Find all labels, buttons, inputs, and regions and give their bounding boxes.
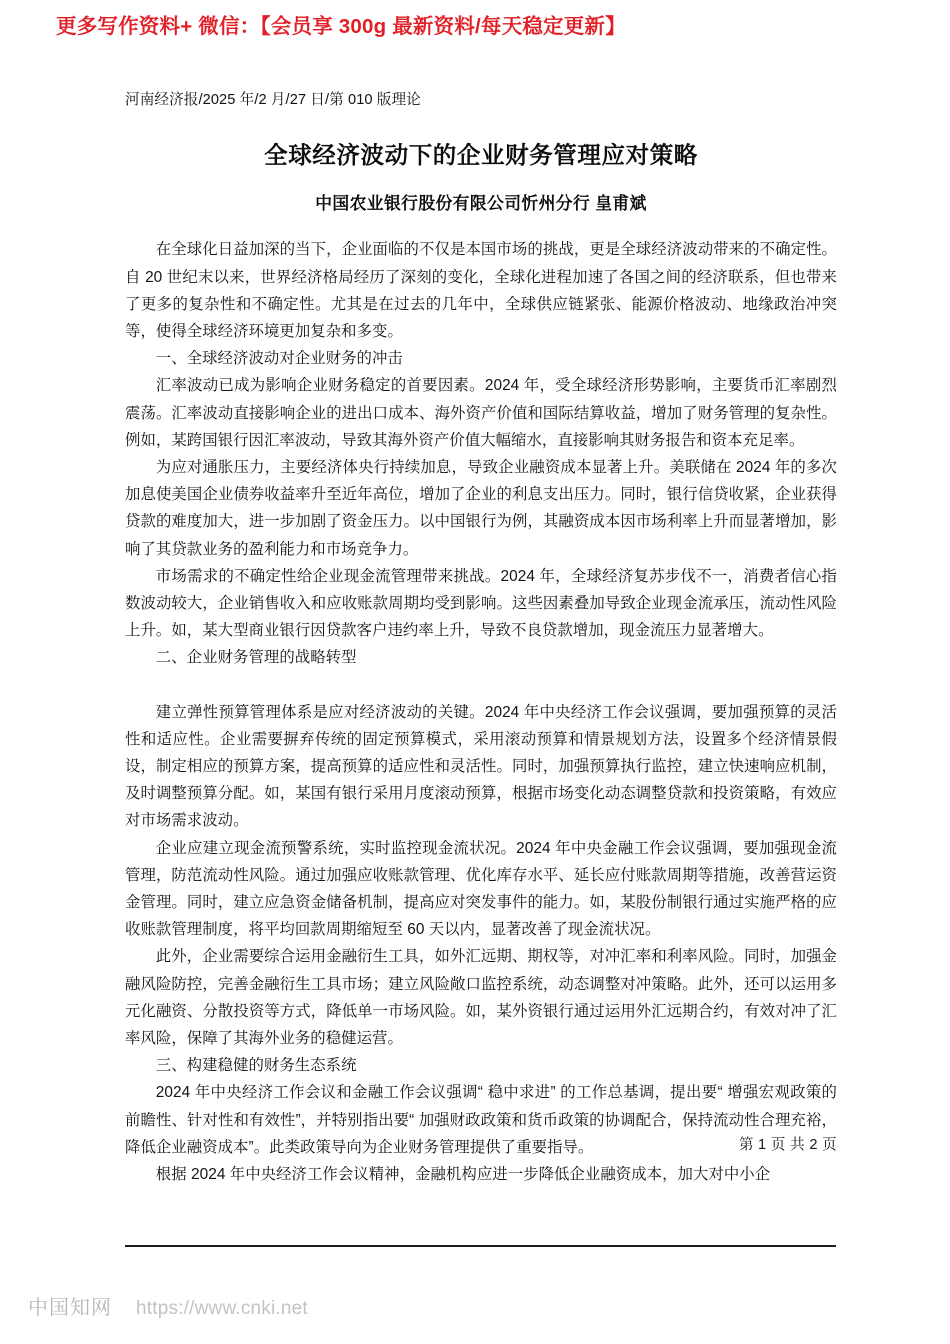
paragraph-p-cashflow-warning: 企业应建立现金流预警系统，实时监控现金流状况。2024 年中央金融工作会议强调，要加强现金流管理，防范流动性风险。通过加强应收账款管理、优化库存水平、延长应付账款周期等措施，改善营运资金管理。同时，建立应急资金储备机制，提高应对突发事件的能力。如，某股份制银行通过实施严格的应收账款管理制度，将平均回款周期缩短至 60 天以内，显著改善了现金流状况。	[125, 839, 837, 939]
document-body	[125, 90, 837, 1188]
page-title: 全球经济波动下的企业财务管理应对策略	[264, 142, 698, 168]
paragraph-p-financing-cost: 根据 2024 年中央经济工作会议精神，金融机构应进一步降低企业融资成本，加大对中小企	[155, 1166, 771, 1184]
paragraph-p-cashflow-challenge: 市场需求的不确定性给企业现金流管理带来挑战。2024 年，全球经济复苏步伐不一，消费者信心指数波动较大，企业销售收入和应收账款周期均受到影响。这些因素叠加导致企业现金流承压，流动性风险上升。如，某大型商业银行因贷款客户违约率上升，导致不良贷款增加，现金流压力显著增大。	[125, 567, 837, 640]
cnki-url-label: https://www.cnki.net	[136, 1298, 308, 1319]
paragraph-heading-1: 一、全球经济波动对企业财务的冲击	[155, 350, 403, 368]
page-number: 第 1 页 共 2 页	[738, 1137, 837, 1153]
paragraph-intro: 在全球化日益加深的当下，企业面临的不仅是本国市场的挑战，更是全球经济波动带来的不确定性。自 20 世纪末以来，世界经济格局经历了深刻的变化，全球化进程加速了各国之间的经济联系，但也带来了更多的复杂性和不确定性。尤其是在过去的几年中，全球供应链紧张、能源价格波动、地缘政治冲突等，使得全球经济环境更加复杂和多变。	[125, 241, 837, 340]
author-byline: 中国农业银行股份有限公司忻州分行 皇甫斌	[315, 193, 647, 213]
source-citation: 河南经济报/2025 年/2 月/27 日/第 010 版理论	[125, 92, 421, 108]
paragraph-heading-2: 二、企业财务管理的战略转型	[155, 649, 357, 667]
promo-banner: 更多写作资料+ 微信：【会员享 300g 最新资料/每天稳定更新】	[56, 15, 626, 38]
paragraph-p-budget: 建立弹性预算管理体系是应对经济波动的关键。2024 年中央经济工作会议强调，要加强预算的灵活性和适应性。企业需要摒弃传统的固定预算模式，采用滚动预算和情景规划方法，设置多个经济情景假设，制定相应的预算方案，提高预算的适应性和灵活性。同时，加强预算执行监控，建立快速响应机制，及时调整预算分配。如，某国有银行采用月度滚动预算，根据市场变化动态调整贷款和投资策略，有效应对市场需求波动。	[125, 703, 837, 830]
paragraph-p-interest-rate: 为应对通胀压力，主要经济体央行持续加息，导致企业融资成本显著上升。美联储在 2024 年的多次加息使美国企业债券收益率升至近年高位，增加了企业的利息支出压力。同时，银行信贷收紧，企业获得贷款的难度加大，进一步加剧了资金压力。以中国银行为例，其融资成本因市场利率上升而显著增加，影响了其贷款业务的盈利能力和市场竞争力。	[125, 459, 837, 558]
paragraph-p-derivatives: 此外，企业需要综合运用金融衍生工具，如外汇远期、期权等，对冲汇率和利率风险。同时，加强金融风险防控，完善金融衍生工具市场；建立风险敞口监控系统，动态调整对冲策略。此外，还可以运用多元化融资、分散投资等方式，降低单一市场风险。如，某外资银行通过运用外汇远期合约，有效对冲了汇率风险，保障了其海外业务的稳健运营。	[125, 948, 837, 1048]
footer-divider	[125, 1245, 836, 1247]
article-body	[125, 236, 837, 1188]
paragraph-p-policy: 2024 年中央经济工作会议和金融工作会议强调“ 稳中求进” 的工作总基调，提出要“ 增强宏观政策的前瞻性、针对性和有效性”，并特别指出要“ 加强财政政策和货币政策的协调配合，保持流动性合理充裕，降低企业融资成本”。此类政策导向为企业财务管理提供了重要指导。	[125, 1084, 837, 1156]
cnki-watermark	[28, 1291, 308, 1320]
paragraph-heading-3: 三、构建稳健的财务生态系统	[155, 1057, 357, 1075]
cnki-brand-label: 中国知网	[28, 1297, 112, 1319]
paragraph-p-exchange-rate: 汇率波动已成为影响企业财务稳定的首要因素。2024 年，受全球经济形势影响，主要货币汇率剧烈震荡。汇率波动直接影响企业的进出口成本、海外资产价值和国际结算收益，增加了财务管理的复杂性。例如，某跨国银行因汇率波动，导致其海外资产价值大幅缩水，直接影响其财务报告和资本充足率。	[125, 377, 837, 449]
